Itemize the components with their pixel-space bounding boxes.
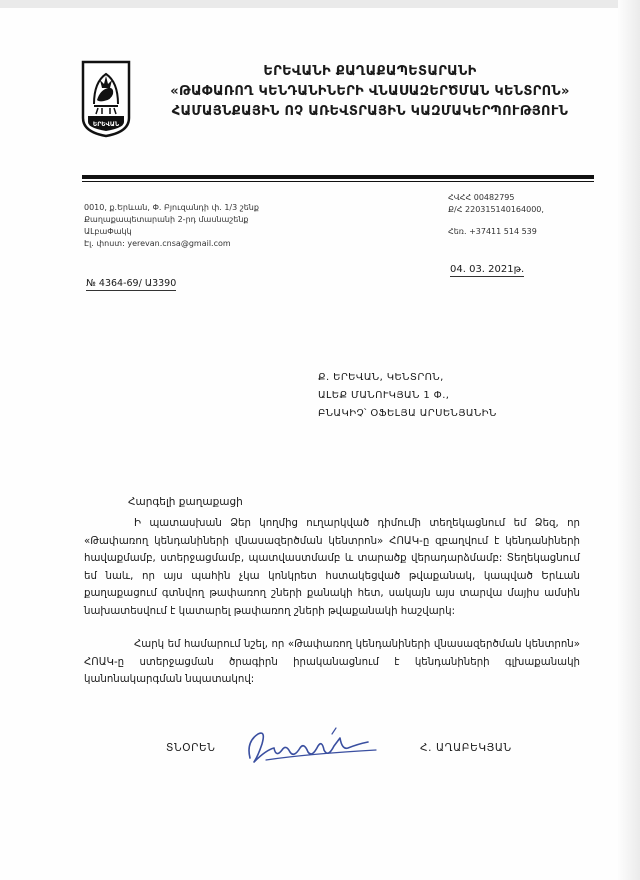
signatory-title: ՏՆՕՐԵՆ [166, 742, 216, 754]
header-line-2: «ԹԱՓԱՌՈՂ ԿԵՆԴԱՆԻՆԵՐԻ ՎՆԱՍԱԶԵՐԾՄԱՆ ԿԵՆՏՐՈՆ» [170, 84, 570, 99]
organization-codes [448, 192, 544, 238]
address-line-1: 0010, ք.Երևան, Փ. Բյուզանդի փ. 1/3 շենք [84, 203, 259, 212]
page-top-edge [0, 0, 640, 8]
letter-body [84, 515, 580, 689]
reference-number: № 4364-69/ Ա3390 [86, 278, 177, 289]
bank-account: Ք/Հ 220315140164000, [448, 205, 544, 214]
header-line-3: ՀԱՄԱՅՆՔԱՅԻՆ ՈՉ ԱՌԵՎՏՐԱՅԻՆ ԿԱԶՄԱԿԵՐՊՈՒԹՅՈՒՆ [171, 104, 569, 119]
body-paragraph-2: Հարկ եմ համարում նշել, որ «Թափառող կենդանիների վնասազերծման կենտրոն» ՀՈԱԿ-ը ստերջացման ծրագիրն իրականացնում է կենդանիների գլխաքանակի կանոնակարգման նպատակով: [84, 639, 580, 685]
recipient-line-3: ԲՆԱԿԻՉ՝ ՕՖԵԼՅԱ ԱՐՍԵՆՅԱՆԻՆ [318, 408, 497, 419]
body-paragraph-1: Ի պատասխան Ձեր կողմից ուղարկված դիմումի տեղեկացնում եմ Ձեզ, որ «Թափառող կենդանիների վնասազերծման կենտրոն» ՀՈԱԿ-ը զբաղվում է կենդանիների հավաքմամբ, ստերջացմամբ, պատվաստմամբ և տարածք վերադարձմամբ: Տեղեկացնում եմ նաև, որ այս պահին չկա կոնկրետ հստակեցված թվաքանակ, կապված Երևան քաղաքացում գտնվող թափառող շների քանակի հետ, սակայն այս տարվա մայիս ամսին նախատեսվում է կատարել թափառող շների թվաքանակի հաշվարկ: [84, 518, 580, 617]
recipient-block [318, 369, 497, 423]
address-line-2: Քաղաքապետարանի 2-րդ մասնաշենք [84, 215, 249, 224]
phone-number: Հեռ. +37411 514 539 [448, 227, 537, 236]
header-line-1: ԵՐԵՎԱՆԻ ՔԱՂԱՔԱՊԵՏԱՐԱՆԻ [263, 64, 477, 79]
salutation: Հարգելի քաղաքացի [128, 496, 243, 508]
page-right-edge [618, 0, 640, 880]
recipient-line-1: Ք. ԵՐԵՎԱՆ, ԿԵՆՏՐՈՆ, [318, 372, 444, 383]
address-line-3: ԱԼբաՓակկ [84, 227, 132, 236]
signatory-name: Հ. ԱՂԱԲԵԿՅԱՆ [420, 742, 512, 754]
svg-text:ԵՐԵՎԱՆ: ԵՐԵՎԱՆ [92, 121, 120, 128]
organization-address [84, 202, 259, 250]
header-divider-thin [82, 181, 594, 182]
organization-header [140, 62, 600, 122]
handwritten-signature [236, 724, 386, 770]
recipient-line-2: ԱԼԵՔ ՄԱՆՈՒԿՅԱՆ 1 Փ., [318, 390, 450, 401]
header-divider-thick [82, 175, 594, 179]
yerevan-coat-of-arms-logo [80, 60, 132, 138]
letter-date: 04. 03. 2021թ. [450, 264, 525, 275]
address-email: Էլ. փոստ: yerevan.cnsa@gmail.com [84, 239, 231, 248]
tax-id: ՀՎՀՀ 00482795 [448, 193, 515, 202]
